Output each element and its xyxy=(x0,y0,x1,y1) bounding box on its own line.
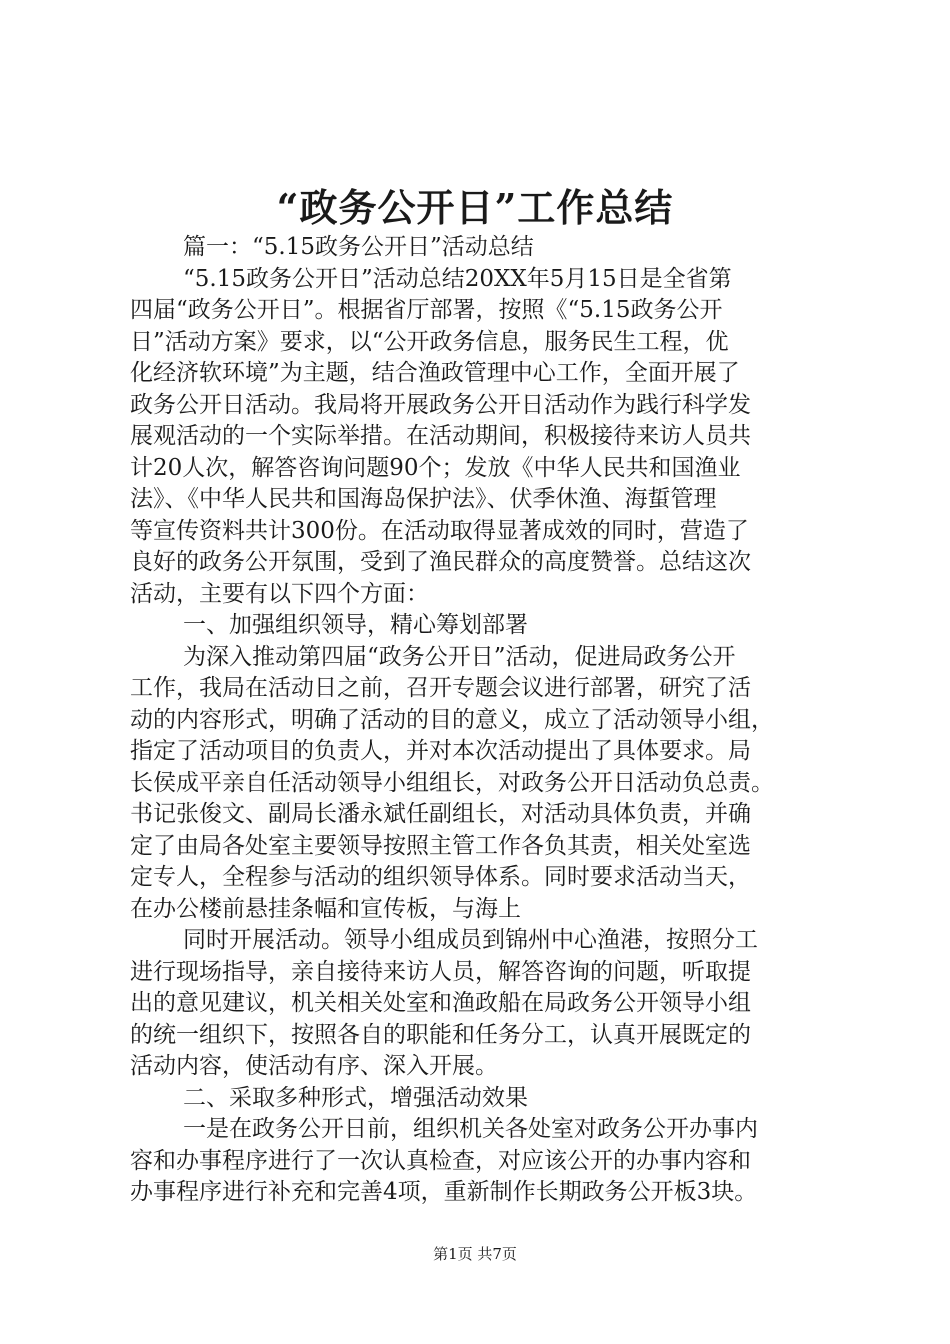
text-line: 同时开展活动。领导小组成员到锦州中心渔港，按照分工 xyxy=(183,927,758,953)
text-line: 在办公楼前悬挂条幅和宣传板，与海上 xyxy=(130,895,521,922)
text-line: 活动内容，使活动有序、深入开展。 xyxy=(130,1053,498,1079)
text-line: 展观活动的一个实际举措。在活动期间，积极接待来访人员共 xyxy=(130,423,751,449)
text-line: 动的内容形式，明确了活动的目的意义，成立了活动领导小组， xyxy=(130,706,774,733)
text-line: 定专人，全程参与活动的组织领导体系。同时要求活动当天， xyxy=(130,864,751,890)
text-line: 活动，主要有以下四个方面： xyxy=(130,580,429,607)
text-line: 指定了活动项目的负责人，并对本次活动提出了具体要求。局 xyxy=(130,738,751,764)
text-line: 定了由局各处室主要领导按照主管工作各负其责，相关处室选 xyxy=(130,832,751,859)
text-line: 等宣传资料共计300份。在活动取得显著成效的同时，营造了 xyxy=(130,517,749,544)
text-line: 政务公开日活动。我局将开展政务公开日活动作为践行科学发 xyxy=(130,391,751,418)
text-line: 一是在政务公开日前，组织机关各处室对政务公开办事内 xyxy=(183,1116,758,1142)
text-line: 书记张俊文、副局长潘永斌任副组长，对活动具体负责，并确 xyxy=(130,801,751,827)
text-line: 二、采取多种形式，增强活动效果 xyxy=(183,1084,528,1111)
text-line: 法》、《中华人民共和国海岛保护法》、伏季休渔、海蜇管理 xyxy=(130,486,717,512)
text-line: 的统一组织下，按照各自的职能和任务分工，认真开展既定的 xyxy=(130,1021,751,1048)
text-line: 长侯成平亲自任活动领导小组组长，对政务公开日活动负总责。 xyxy=(130,769,774,796)
text-line: 良好的政务公开氛围，受到了渔民群众的高度赞誉。总结这次 xyxy=(130,549,751,575)
text-line: 办事程序进行补充和完善4项，重新制作长期政务公开板3块。 xyxy=(130,1179,758,1205)
text-line: 容和办事程序进行了一次认真检查，对应该公开的办事内容和 xyxy=(130,1147,751,1174)
text-line: 计20人次，解答咨询问题90个；发放《中华人民共和国渔业 xyxy=(130,454,741,481)
text-line: 一、加强组织领导，精心筹划部署 xyxy=(183,612,528,638)
text-line: “5.15政务公开日”活动总结20XX年5月15日是全省第 xyxy=(183,265,732,292)
text-line: 四届“政务公开日”。根据省厅部署，按照《“5.15政务公开 xyxy=(130,297,723,323)
text-line: 为深入推动第四届“政务公开日”活动，促进局政务公开 xyxy=(183,643,736,670)
page-footer: 第1页 共7页 xyxy=(433,1245,517,1263)
document-title: “政务公开日”工作总结 xyxy=(276,185,674,230)
document-body xyxy=(130,232,830,1209)
text-line: 化经济软环境”为主题，结合渔政管理中心工作，全面开展了 xyxy=(130,360,740,386)
text-line: 日”活动方案》要求，以“公开政务信息，服务民生工程，优 xyxy=(130,328,729,355)
text-line: 进行现场指导，亲自接待来访人员，解答咨询的问题，听取提 xyxy=(130,958,751,985)
text-line: 篇一：“5.15政务公开日”活动总结 xyxy=(183,234,534,260)
text-line: 出的意见建议，机关相关处室和渔政船在局政务公开领导小组 xyxy=(130,990,751,1016)
text-line: 工作，我局在活动日之前，召开专题会议进行部署，研究了活 xyxy=(130,675,751,701)
